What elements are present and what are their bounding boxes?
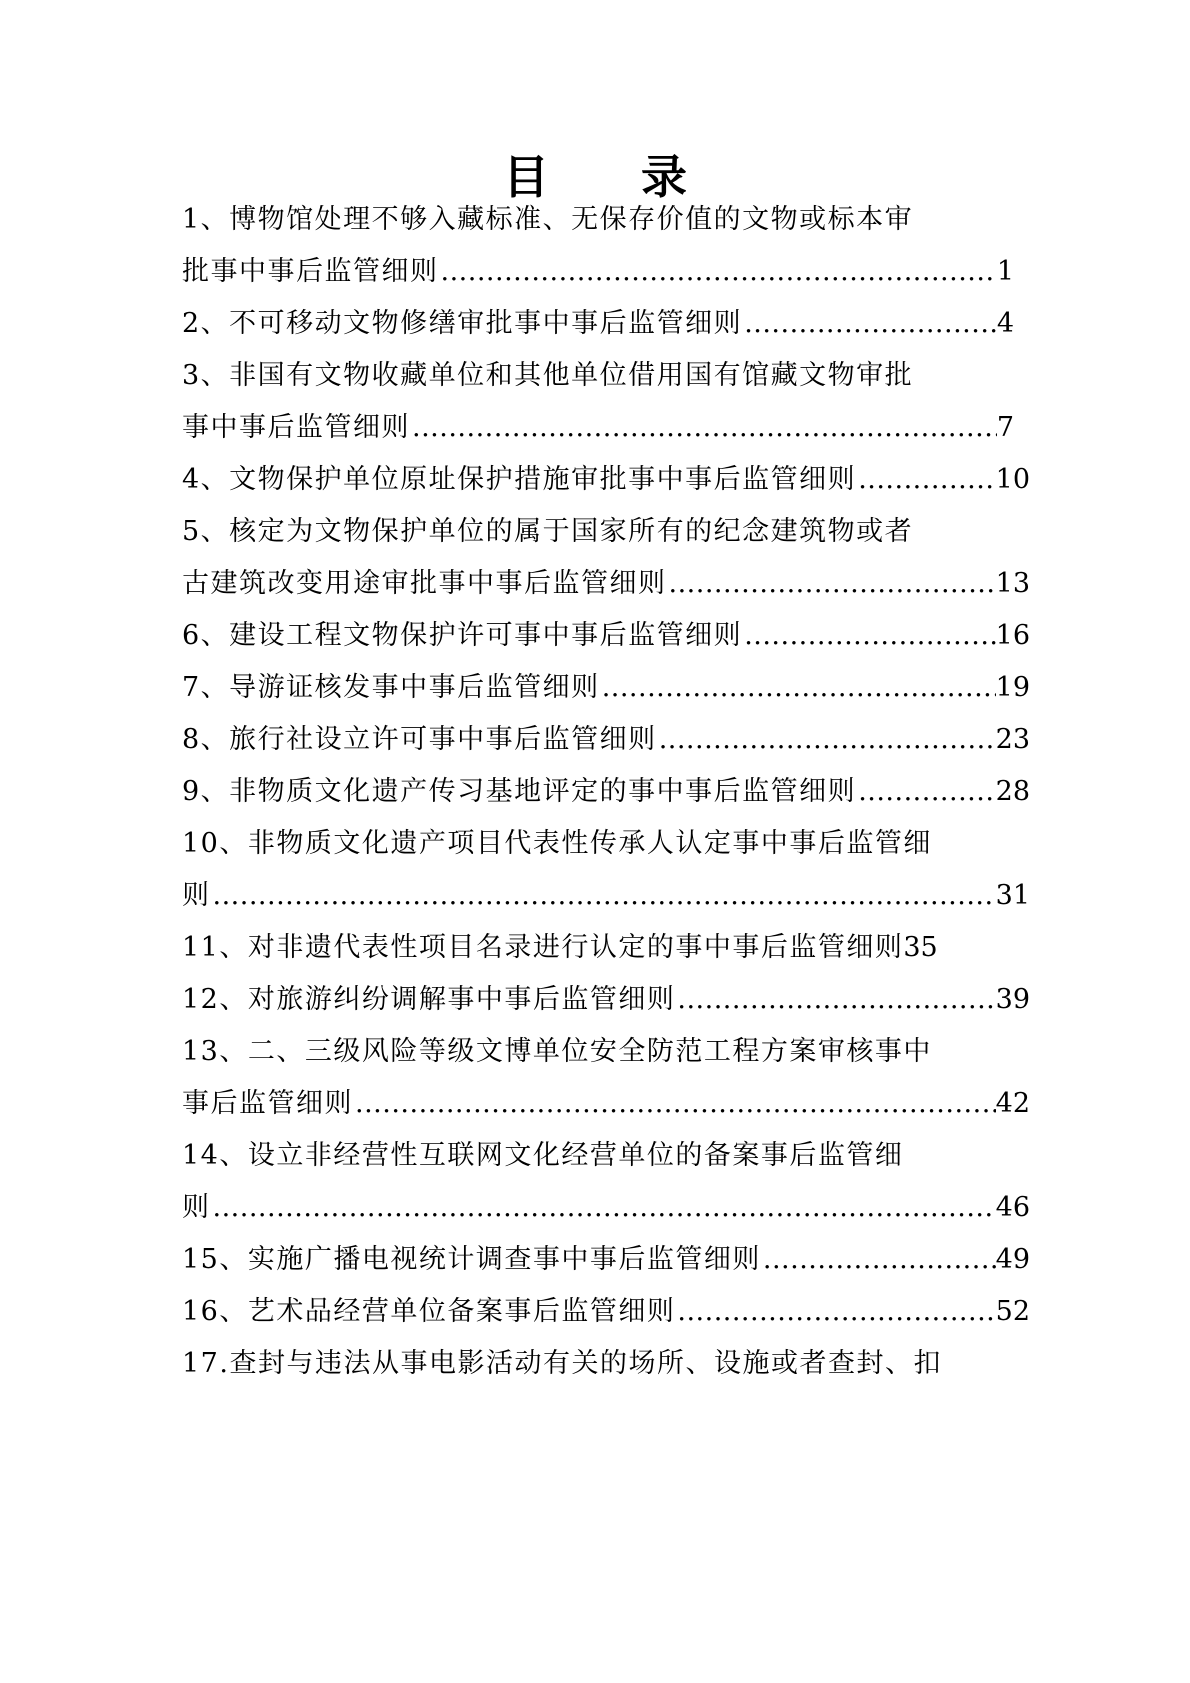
toc-entry-16[interactable]: 16、艺术品经营单位备案事后监管细则 ..... 52 — [182, 1288, 1030, 1336]
toc-entry-1-line2[interactable]: 批事中事后监管细则 ..... 1 — [182, 248, 1014, 296]
page-number: 39 — [995, 984, 1030, 1015]
toc-entry-3-line2[interactable]: 事中事后监管细则 ..... 7 — [182, 404, 1014, 452]
leader-dots — [659, 716, 996, 764]
leader-dots — [355, 1080, 996, 1128]
page-number: 23 — [995, 724, 1030, 755]
toc-entry-11[interactable]: 11、对非遗代表性项目名录进行认定的事中事后监管细则 35 — [182, 924, 1030, 972]
toc-entry-13-line2[interactable]: 事后监管细则 ..... 42 — [182, 1080, 1030, 1128]
page-number: 19 — [995, 672, 1030, 703]
page-number: 49 — [995, 1244, 1030, 1275]
toc-entry-3-line1[interactable]: 3、非国有文物收藏单位和其他单位借用国有馆藏文物审批 — [182, 360, 914, 391]
leader-dots — [744, 612, 995, 660]
leader-dots — [677, 1288, 995, 1336]
leader-dots — [669, 560, 996, 608]
toc-entry-14-line1[interactable]: 14、设立非经营性互联网文化经营单位的备案事后监管细 — [182, 1140, 904, 1171]
page-number: 16 — [995, 620, 1030, 651]
toc-entry-5-line1[interactable]: 5、核定为文物保护单位的属于国家所有的纪念建筑物或者 — [182, 516, 914, 547]
toc-entry-10-line2[interactable]: 则 ..... 31 — [182, 872, 1030, 920]
page-number: 52 — [995, 1296, 1030, 1327]
title-char-left: 目 — [503, 150, 549, 204]
toc-entry-9[interactable]: 9、非物质文化遗产传习基地评定的事中事后监管细则 ..... 28 — [182, 768, 1030, 816]
toc-entry-2[interactable]: 2、不可移动文物修缮审批事中事后监管细则 ..... 4 — [182, 300, 1014, 348]
toc-entry-17-line1[interactable]: 17.查封与违法从事电影活动有关的场所、设施或者查封、扣 — [182, 1348, 942, 1379]
toc-entry-6[interactable]: 6、建设工程文物保护许可事中事后监管细则 ..... 16 — [182, 612, 1030, 660]
page-number: 1 — [996, 256, 1014, 287]
toc-entry-10-line1[interactable]: 10、非物质文化遗产项目代表性传承人认定事中事后监管细 — [182, 828, 932, 859]
page-number: 4 — [996, 308, 1014, 339]
toc-entry-5-line2[interactable]: 古建筑改变用途审批事中事后监管细则 ..... 13 — [182, 560, 1030, 608]
leader-dots — [213, 872, 996, 920]
toc-entry-15[interactable]: 15、实施广播电视统计调查事中事后监管细则 ..... 49 — [182, 1236, 1030, 1284]
page-number: 46 — [995, 1192, 1030, 1223]
toc-entry-13-line1[interactable]: 13、二、三级风险等级文博单位安全防范工程方案审核事中 — [182, 1036, 932, 1067]
toc-entry-4[interactable]: 4、文物保护单位原址保护措施审批事中事后监管细则 ..... 10 — [182, 456, 1030, 504]
leader-dots — [858, 768, 995, 816]
leader-dots — [677, 976, 995, 1024]
page-number: 10 — [995, 464, 1030, 495]
page-number: 13 — [995, 568, 1030, 599]
page-number: 42 — [995, 1088, 1030, 1119]
page-number: 28 — [995, 776, 1030, 807]
title-char-right: 录 — [641, 150, 687, 204]
page-number: 7 — [996, 412, 1014, 443]
leader-dots — [858, 456, 995, 504]
page-number: 31 — [995, 880, 1030, 911]
leader-dots — [763, 1236, 996, 1284]
leader-dots — [602, 664, 996, 712]
page-number: 35 — [903, 932, 938, 963]
leader-dots — [744, 300, 997, 348]
toc-entry-1-line1[interactable]: 1、博物馆处理不够入藏标准、无保存价值的文物或标本审 — [182, 204, 914, 235]
toc-entry-8[interactable]: 8、旅行社设立许可事中事后监管细则 ..... 23 — [182, 716, 1030, 764]
leader-dots — [213, 1184, 996, 1232]
toc-entry-14-line2[interactable]: 则 ..... 46 — [182, 1184, 1030, 1232]
leader-dots — [441, 248, 997, 296]
toc-entry-7[interactable]: 7、导游证核发事中事后监管细则 ..... 19 — [182, 664, 1030, 712]
leader-dots — [412, 404, 997, 452]
toc-entry-12[interactable]: 12、对旅游纠纷调解事中事后监管细则 ..... 39 — [182, 976, 1030, 1024]
